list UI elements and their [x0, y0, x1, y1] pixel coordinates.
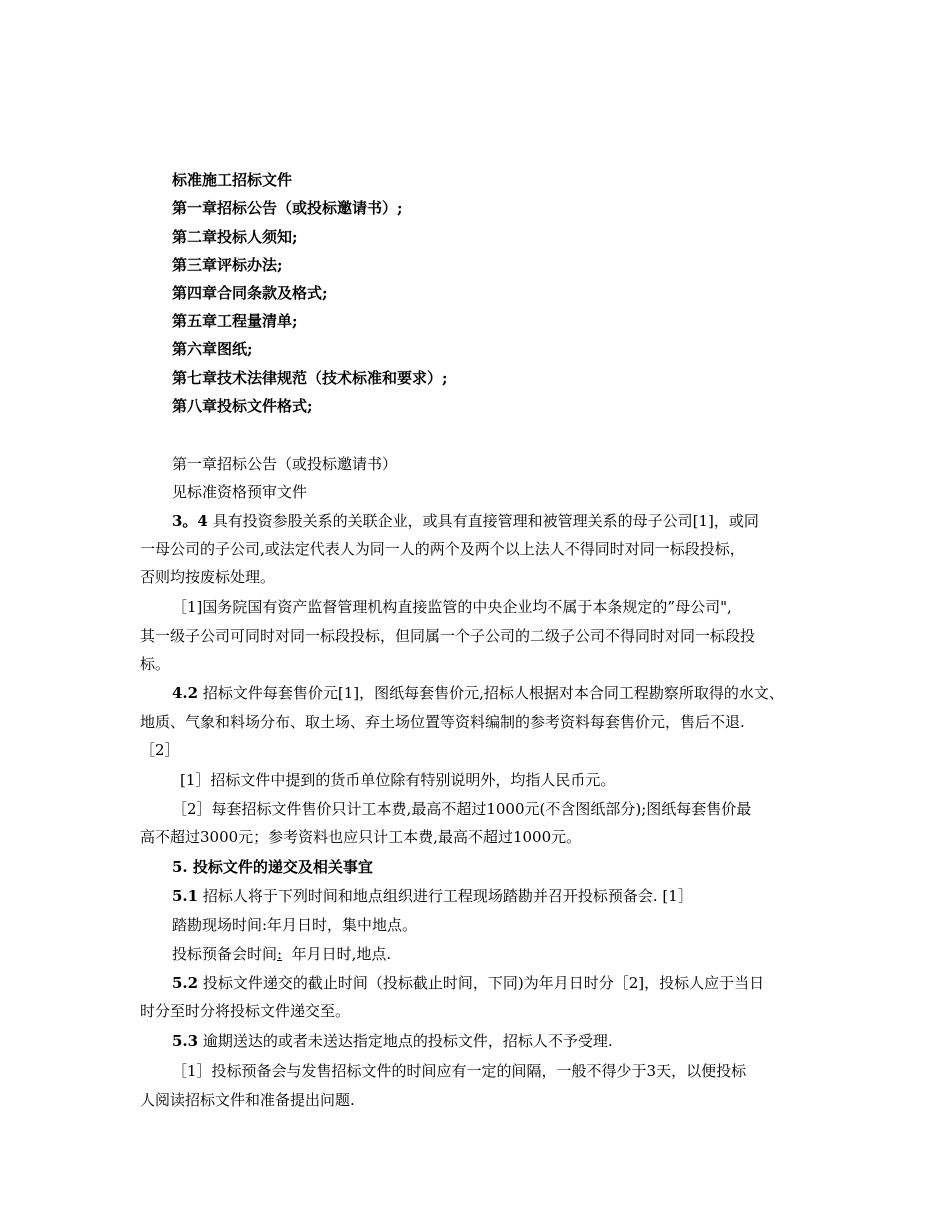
toc-item-4: 第四章合同条款及格式; — [172, 284, 328, 302]
prebid-meeting-line — [172, 944, 391, 964]
clause-number: 5.2 — [172, 974, 199, 992]
chapter-heading: 第一章招标公告（或投标邀请书） — [172, 455, 398, 473]
footnote-5-line-1: ［1］投标预备会与发售招标文件的时间应有一定的间隔，一般不得少于3天，以便投标 — [172, 1062, 747, 1080]
clause-5-2-line-2: 时分至时分将投标文件递交至。 — [140, 1002, 351, 1020]
toc-item-2: 第二章投标人须知; — [172, 228, 298, 246]
clause-4-2-line-2: 地质、气象和料场分布、取土场、弃土场位置等资料编制的参考资料每套售价元，售后不退. — [140, 713, 745, 731]
clause-text: 招标文件每套售价元[1]，图纸每套售价元,招标人根据对本合同工程勘察所取得的水文、 — [202, 684, 784, 702]
section-5-heading: 5. 投标文件的递交及相关事宜 — [172, 858, 373, 876]
prebid-value: 年月日时,地点. — [282, 945, 392, 963]
clause-5-3 — [172, 1031, 613, 1051]
footnote-3-4-line-3: 标。 — [140, 655, 171, 673]
clause-3-4-line-2: 一母公司的子公司,或法定代表人为同一人的两个及两个以上法人不得同时对同一标段投标， — [140, 540, 745, 558]
toc-item-3: 第三章评标办法; — [172, 256, 283, 274]
clause-number: 4.2 — [172, 684, 199, 702]
clause-text: 具有投资参股关系的关联企业，或具有直接管理和被管理关系的母子公司[1]，或同 — [212, 512, 759, 530]
clause-5-1 — [172, 886, 693, 906]
clause-number: 3。4 — [172, 512, 208, 530]
footnote-3-4-line-2: 其一级子公司可同时对同一标段投标，但同属一个子公司的二级子公司不得同时对同一标段投 — [140, 627, 756, 645]
clause-text: 招标人将于下列时间和地点组织进行工程现场踏勘并召开投标预备会. [1］ — [202, 887, 693, 905]
clause-3-4-line-3: 否则均按废标处理。 — [140, 568, 276, 586]
toc-title: 标准施工招标文件 — [172, 171, 293, 189]
clause-4-2-line-1 — [172, 683, 784, 703]
clause-number: 5.3 — [172, 1032, 199, 1050]
toc-item-8: 第八章投标文件格式; — [172, 397, 313, 415]
prebid-label: 投标预备会时间 — [172, 945, 278, 963]
see-prequal-doc: 见标准资格预审文件 — [172, 483, 308, 501]
clause-3-4-line-1 — [172, 511, 759, 531]
toc-item-7: 第七章技术法律规范（技术标准和要求）; — [172, 369, 448, 387]
toc-item-5: 第五章工程量清单; — [172, 312, 298, 330]
footnote-5-line-2: 人阅读招标文件和准备提出问题. — [140, 1091, 355, 1109]
site-survey-line: 踏勘现场时间:年月日时，集中地点。 — [172, 916, 418, 934]
clause-5-2-line-1 — [172, 973, 764, 993]
footnote-4-2-2-line-2: 高不超过3000元；参考资料也应只计工本费,最高不超过1000元。 — [140, 828, 582, 846]
footnote-3-4-line-1: ［1]国务院国有资产监督管理机构直接监管的中央企业均不属于本条规定的”母公司", — [172, 598, 732, 616]
footnote-4-2-1: [1］招标文件中提到的货币单位除有特别说明外，均指人民币元。 — [180, 771, 616, 789]
footnote-4-2-2-line-1: ［2］每套招标文件售价只计工本费,最高不超过1000元(不含图纸部分);图纸每套售价最 — [172, 800, 752, 818]
clause-text: 逾期送达的或者未送达指定地点的投标文件，招标人不予受理. — [202, 1032, 613, 1050]
toc-item-1: 第一章招标公告（或投标邀请书）; — [172, 199, 403, 217]
clause-number: 5.1 — [172, 887, 199, 905]
clause-4-2-line-3: ［2］ — [140, 741, 180, 759]
prebid-colon: : — [277, 945, 283, 963]
toc-item-6: 第六章图纸; — [172, 340, 253, 358]
clause-text: 投标文件递交的截止时间（投标截止时间，下同)为年月日时分［2]，投标人应于当日 — [202, 974, 765, 992]
